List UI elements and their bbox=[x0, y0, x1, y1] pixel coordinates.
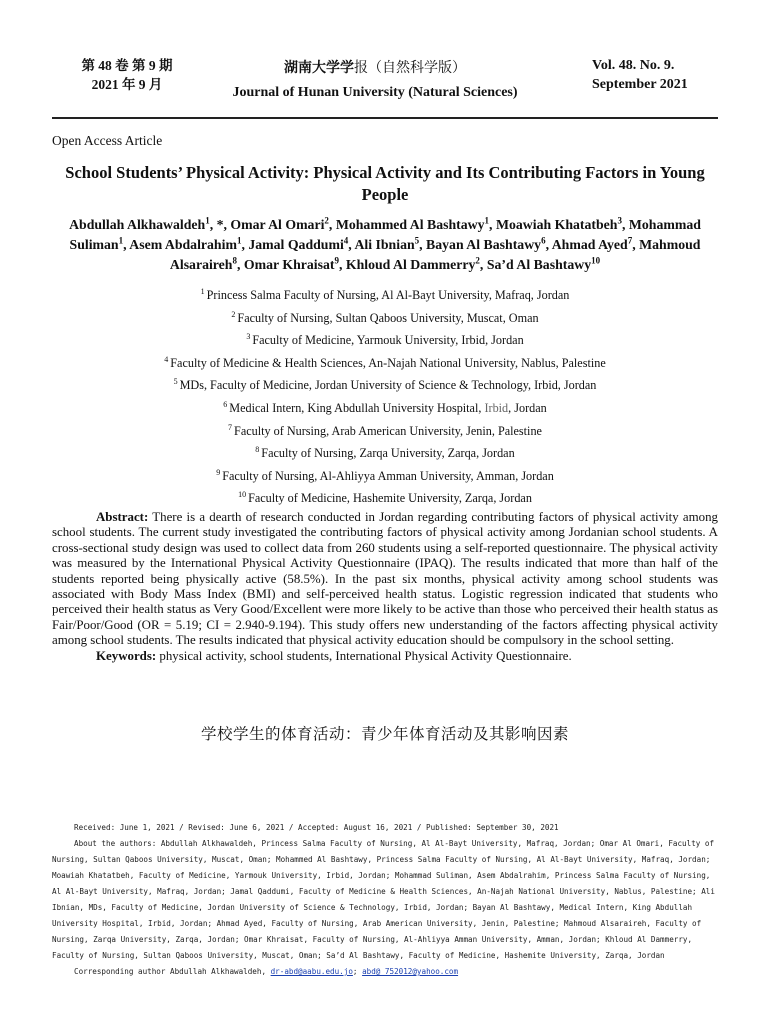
author-separator: , bbox=[338, 257, 346, 272]
keywords-label: Keywords: bbox=[96, 648, 157, 663]
affiliation-text: Princess Salma Faculty of Nursing, Al Al-Bayt University, Mafraq, Jordan bbox=[206, 288, 570, 303]
affiliation-number: 4 bbox=[164, 354, 169, 364]
author-affiliation-index: 1 bbox=[484, 215, 490, 226]
header-cn-volume bbox=[62, 56, 192, 94]
email-link-1[interactable]: dr-abd@aabu.edu.jo bbox=[270, 967, 353, 976]
author-separator: , bbox=[419, 237, 427, 252]
corresponding-label: Corresponding author Abdullah Alkhawaldeh, bbox=[74, 967, 267, 976]
author-affiliation-index: 4 bbox=[343, 235, 349, 246]
author-affiliation-index: 6 bbox=[541, 235, 546, 246]
about-authors: About the authors: Abdullah Alkhawaldeh, Princess Salma Faculty of Nursing, Al Al-Bayt University, Mafraq, Jordan; Omar Al Omari, Faculty of Nursing, Sultan Qaboos University, Muscat, Oman; Mohammed Al Bashtawy, Princess Salma Faculty of Nursing, Al Al-Bayt University, Mafraq, Jordan; Moawiah Khatatbeh, Faculty of Medicine, Yarmouk University, Irbid, Jordan; Mohammad Suliman, Asem Abdalrahim, Princess Salma Faculty of Nursing, Al Al-Bayt University, Mafraq, Jordan; Jamal Qaddumi, Faculty of Medicine & Health Sciences, An-Najah National University, Nablus, Palestine; Ali Ibnian, MDs, Faculty of Medicine, Jordan University of Science & Technology, Irbid, Jordan; Bayan Al Bashtawy, Medical Intern, King Abdullah University Hospital, Irbid, Jordan; Ahmad Ayed, Faculty of Nursing, Arab American University, Jenin, Palestine; Mahmoud Alsaraireh, Faculty of Nursing, Zarqa University, Zarqa, Jordan; Omar Khraisat, Faculty of Nursing, Al-Ahliyya Amman University, Amman, Jordan; Khloud Al Dammerry, Faculty of Nursing, Sultan Qaboos University, Muscat, Oman; Sa’d Al Bashtawy, Faculty of Medicine, Hashemite University, Zarqa, Jordan bbox=[52, 839, 715, 960]
author-name: Omar Khraisat bbox=[243, 257, 335, 272]
affiliation-number: 8 bbox=[255, 445, 260, 455]
author-separator: , bbox=[241, 237, 249, 252]
author-affiliation-index: 8 bbox=[232, 255, 237, 266]
affiliation-number: 10 bbox=[238, 490, 247, 500]
affiliation-text: Faculty of Nursing, Sultan Qaboos University, Muscat, Oman bbox=[237, 310, 539, 325]
author-affiliation-index: 5 bbox=[414, 235, 420, 246]
author-separator: , bbox=[545, 237, 552, 252]
author-separator: , bbox=[236, 257, 244, 272]
affiliation-item bbox=[52, 284, 718, 307]
author-affiliation-index: 1 bbox=[118, 235, 124, 246]
affiliation-text: Medical Intern, King Abdullah University Hospital, bbox=[229, 401, 485, 416]
keywords-paragraph bbox=[52, 649, 718, 664]
author-name: Jamal Qaddumi bbox=[248, 237, 344, 252]
author-name: Mahmoud Alsaraireh bbox=[169, 237, 701, 272]
footnotes bbox=[52, 820, 718, 980]
cn-paper-title: 学校学生的体育活动：青少年体育活动及其影响因素 bbox=[200, 725, 569, 743]
author-name: Mohammed Al Bashtawy bbox=[335, 217, 485, 232]
affiliation-number: 9 bbox=[216, 467, 221, 477]
volume-issue: Vol. 48. No. 9. bbox=[592, 58, 675, 73]
author-separator: , *, bbox=[209, 217, 231, 232]
affiliation-item bbox=[52, 465, 718, 488]
cn-date: 2021 年 9 月 bbox=[91, 77, 163, 92]
author-list bbox=[52, 215, 718, 275]
affiliation-text: Faculty of Medicine, Hashemite University, Zarqa, Jordan bbox=[248, 491, 532, 506]
author-name: Khloud Al Dammerry bbox=[345, 257, 476, 272]
author-affiliation-index: 7 bbox=[627, 235, 633, 246]
author-name: Mohammad Suliman bbox=[69, 217, 701, 252]
affiliation-number: 1 bbox=[200, 287, 205, 296]
abstract-text: There is a dearth of research conducted in Jordan regarding contributing factors of physical activity among school students. The current study investigated the contributing factors of physical activity among Jordanian school students. A cross-sectional study design was used to collect data from 260 students using a self-reported questionnaire. The physical activity was measured by the International Physical Activity Questionnaire (IPAQ). The results indicated that more than half of the students reported being physically active (58.5%). In the past six months, physical activity among school students was associated with Body Mass Index (BMI) and self-perceived health status. Logistic regression indicated that students who perceived their health status as Very Good/Excellent were more likely to be active than those who perceived their health status as Fair/Poor/Good (OR = 5.19; CI = 2.940-9.194). This study offers new understanding of the factors affecting physical activity among school students. The results indicated that physical activity education should be compulsory in the school setting. bbox=[52, 510, 718, 648]
publication-date: September 2021 bbox=[592, 77, 688, 92]
author-separator: , bbox=[348, 237, 355, 252]
author-separator: , bbox=[632, 237, 640, 252]
affiliation-item bbox=[52, 374, 718, 397]
author-separator: , bbox=[621, 217, 629, 232]
affiliation-number: 2 bbox=[231, 309, 236, 319]
affiliation-text: Irbid bbox=[484, 401, 509, 416]
author-name: Moawiah Khatatbeh bbox=[495, 217, 618, 232]
affiliation-item bbox=[52, 352, 718, 375]
cn-journal-name-bold: 湖南大学学 bbox=[284, 61, 354, 76]
affiliation-text: Faculty of Medicine & Health Sciences, An-Najah National University, Nablus, Palestine bbox=[170, 355, 606, 370]
header-volume bbox=[592, 56, 722, 94]
affiliation-number: 3 bbox=[246, 332, 251, 342]
author-separator: , bbox=[479, 257, 487, 272]
abstract-section bbox=[52, 510, 718, 664]
keywords-text: physical activity, school students, International Physical Activity Questionnaire. bbox=[159, 648, 572, 663]
author-affiliation-index: 9 bbox=[334, 255, 339, 266]
header-rule bbox=[52, 117, 718, 119]
abstract-paragraph bbox=[52, 510, 718, 649]
author-name: Ali Ibnian bbox=[354, 237, 415, 252]
affiliation-text: Faculty of Nursing, Al-Ahliyya Amman University, Amman, Jordan bbox=[222, 468, 554, 483]
author-name: Omar Al Omari bbox=[230, 217, 325, 232]
author-separator: , bbox=[123, 237, 130, 252]
en-journal-name: Journal of Hunan University (Natural Sciences) bbox=[232, 85, 518, 100]
affiliation-item bbox=[52, 329, 718, 352]
affiliation-item bbox=[52, 420, 718, 443]
author-name: Ahmad Ayed bbox=[551, 237, 628, 252]
email-separator: ; bbox=[352, 967, 358, 976]
received-dates: Received: June 1, 2021 / Revised: June 6, 2021 / Accepted: August 16, 2021 / Published: September 30, 2021 bbox=[74, 823, 559, 832]
header-journal-name bbox=[210, 60, 540, 104]
author-affiliation-index: 1 bbox=[205, 215, 210, 226]
author-name: Sa’d Al Bashtawy bbox=[486, 257, 592, 272]
cn-volume-issue: 第 48 卷 第 9 期 bbox=[81, 58, 173, 73]
author-affiliation-index: 1 bbox=[236, 235, 242, 246]
author-separator: , bbox=[489, 217, 496, 232]
affiliation-text: MDs, Faculty of Medicine, Jordan University of Science & Technology, Irbid, Jordan bbox=[179, 378, 597, 393]
corresponding-author bbox=[52, 964, 718, 980]
affiliation-item bbox=[52, 307, 718, 330]
author-affiliation-index: 2 bbox=[475, 255, 480, 266]
abstract-label: Abstract: bbox=[96, 510, 149, 524]
author-affiliation-index: 3 bbox=[617, 215, 622, 226]
affiliation-number: 6 bbox=[223, 399, 228, 409]
author-affiliation-index: 2 bbox=[324, 215, 329, 226]
author-affiliation-index: 10 bbox=[591, 255, 601, 266]
cn-journal-name bbox=[210, 60, 540, 78]
affiliation-text: , Jordan bbox=[508, 401, 547, 416]
affiliation-item bbox=[52, 442, 718, 465]
affiliation-number: 7 bbox=[228, 422, 233, 432]
author-name: Bayan Al Bashtawy bbox=[426, 237, 542, 252]
author-name: Abdullah Alkhawaldeh bbox=[69, 217, 206, 232]
affiliation-text: Faculty of Medicine, Yarmouk University, Irbid, Jordan bbox=[252, 333, 524, 348]
author-separator: , bbox=[328, 217, 336, 232]
affiliation-number: 5 bbox=[173, 377, 178, 387]
journal-header bbox=[0, 0, 768, 120]
cn-journal-name-rest: 报（自然科学版） bbox=[354, 61, 466, 76]
affiliation-text: Faculty of Nursing, Arab American University, Jenin, Palestine bbox=[234, 423, 542, 438]
affiliation-item bbox=[52, 397, 718, 420]
affiliation-list bbox=[52, 284, 718, 510]
paper-title: School Students’ Physical Activity: Physical Activity and Its Contributing Factors in Young People bbox=[65, 163, 705, 204]
affiliation-text: Faculty of Nursing, Zarqa University, Zarqa, Jordan bbox=[261, 446, 515, 461]
author-name: Asem Abdalrahim bbox=[129, 237, 237, 252]
article-type: Open Access Article bbox=[52, 133, 163, 148]
email-link-2[interactable]: abd@_752012@yahoo.com bbox=[362, 967, 459, 976]
affiliation-item bbox=[52, 487, 718, 510]
